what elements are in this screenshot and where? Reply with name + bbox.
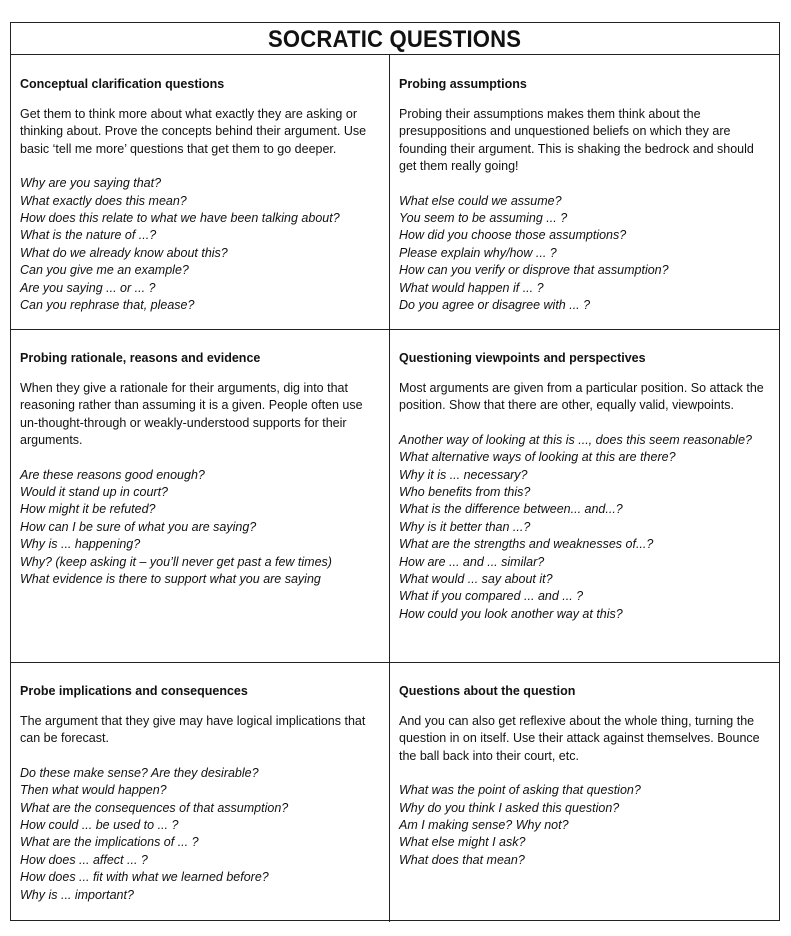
question-item: Do you agree or disagree with ... ? [399,298,591,313]
question-item: How are ... and ... similar? [399,554,545,569]
section-probing-rationale [11,330,390,663]
title-row [11,23,779,55]
question-item: Please explain why/how ... ? [399,245,557,260]
question-item: Why are you saying that? [20,176,162,191]
question-item: What would ... say about it? [399,572,553,587]
section-heading: Probing rationale, reasons and evidence [20,351,261,365]
question-item: How did you choose those assumptions? [399,228,627,243]
question-item: Do these make sense? Are they desirable? [20,765,259,780]
question-item: What is the difference between... and...? [399,502,623,517]
section-heading: Probe implications and consequences [20,684,248,698]
question-item: Why is ... happening? [20,537,141,552]
section-heading: Probing assumptions [399,77,527,91]
page-title: SOCRATIC QUESTIONS [268,25,522,53]
question-item: How could you look another way at this? [399,606,623,621]
question-item: What are the implications of ... ? [20,835,199,850]
question-item: You seem to be assuming ... ? [399,211,568,226]
question-item: How does ... fit with what we learned before? [20,870,269,885]
question-item: What was the point of asking that question? [399,783,641,798]
question-item: Another way of looking at this is ..., does this seem reasonable? [399,432,752,447]
question-item: What alternative ways of looking at this are there? [399,450,676,465]
question-list [20,765,381,904]
question-item: Are these reasons good enough? [20,467,205,482]
section-description: Get them to think more about what exactly they are asking or thinking about. Prove the concepts behind their argument. Use basic ‘tell me more’ questions that get them to go deeper. [20,107,367,156]
question-item: Why is ... important? [20,887,134,902]
section-conceptual-clarification [11,55,390,330]
section-description: Most arguments are given from a particular position. So attack the position. Show that there are other, equally valid, viewpoints. [399,381,764,413]
question-item: Can you rephrase that, please? [20,298,195,313]
section-probe-implications [11,663,390,922]
question-item: What do we already know about this? [20,245,228,260]
question-item: How could ... be used to ... ? [20,818,179,833]
question-item: What else could we assume? [399,193,562,208]
question-item: What would happen if ... ? [399,280,544,295]
question-item: How does ... affect ... ? [20,852,148,867]
question-item: Are you saying ... or ... ? [20,280,156,295]
question-list [399,193,772,315]
socratic-questions-table [10,22,780,921]
sections-grid [11,55,779,922]
section-heading: Questions about the question [399,684,576,698]
section-heading: Conceptual clarification questions [20,77,225,91]
section-probing-assumptions [390,55,780,330]
question-item: Why it is ... necessary? [399,467,528,482]
question-item: Then what would happen? [20,783,167,798]
question-item: Why? (keep asking it – you’ll never get past a few times) [20,554,332,569]
question-item: What exactly does this mean? [20,193,187,208]
question-item: Would it stand up in court? [20,485,168,500]
question-item: Why is it better than ...? [399,519,531,534]
question-item: How does this relate to what we have been talking about? [20,211,340,226]
question-item: What else might I ask? [399,835,526,850]
question-item: How might it be refuted? [20,502,156,517]
question-item: Can you give me an example? [20,263,189,278]
question-item: How can you verify or disprove that assumption? [399,263,669,278]
section-description: Probing their assumptions makes them think about the presuppositions and unquestioned beliefs on which they are founding their argument. This is shaking the bedrock and should get them really going! [399,107,754,174]
question-list [399,432,772,623]
question-item: Why do you think I asked this question? [399,800,620,815]
section-questions-about-question [390,663,780,922]
question-item: What if you compared ... and ... ? [399,589,584,604]
question-item: Am I making sense? Why not? [399,818,569,833]
section-heading: Questioning viewpoints and perspectives [399,351,646,365]
question-item: Who benefits from this? [399,485,531,500]
question-item: What evidence is there to support what you are saying [20,572,321,587]
question-item: What does that mean? [399,852,525,867]
question-item: What are the strengths and weaknesses of...? [399,537,654,552]
section-description: And you can also get reflexive about the whole thing, turning the question in on itself. Use their attack against themselves. Bounce the ball back into their court, etc. [399,714,760,763]
section-description: When they give a rationale for their arguments, dig into that reasoning rather than assuming it is a given. People often use un-thought-through or weakly-understood supports for their arguments. [20,381,363,448]
question-item: How can I be sure of what you are saying? [20,519,257,534]
question-list [399,782,772,869]
question-item: What is the nature of ...? [20,228,157,243]
question-list [20,467,381,589]
section-questioning-viewpoints [390,330,780,663]
question-item: What are the consequences of that assumption? [20,800,289,815]
section-description: The argument that they give may have logical implications that can be forecast. [20,714,366,746]
question-list [20,175,381,314]
